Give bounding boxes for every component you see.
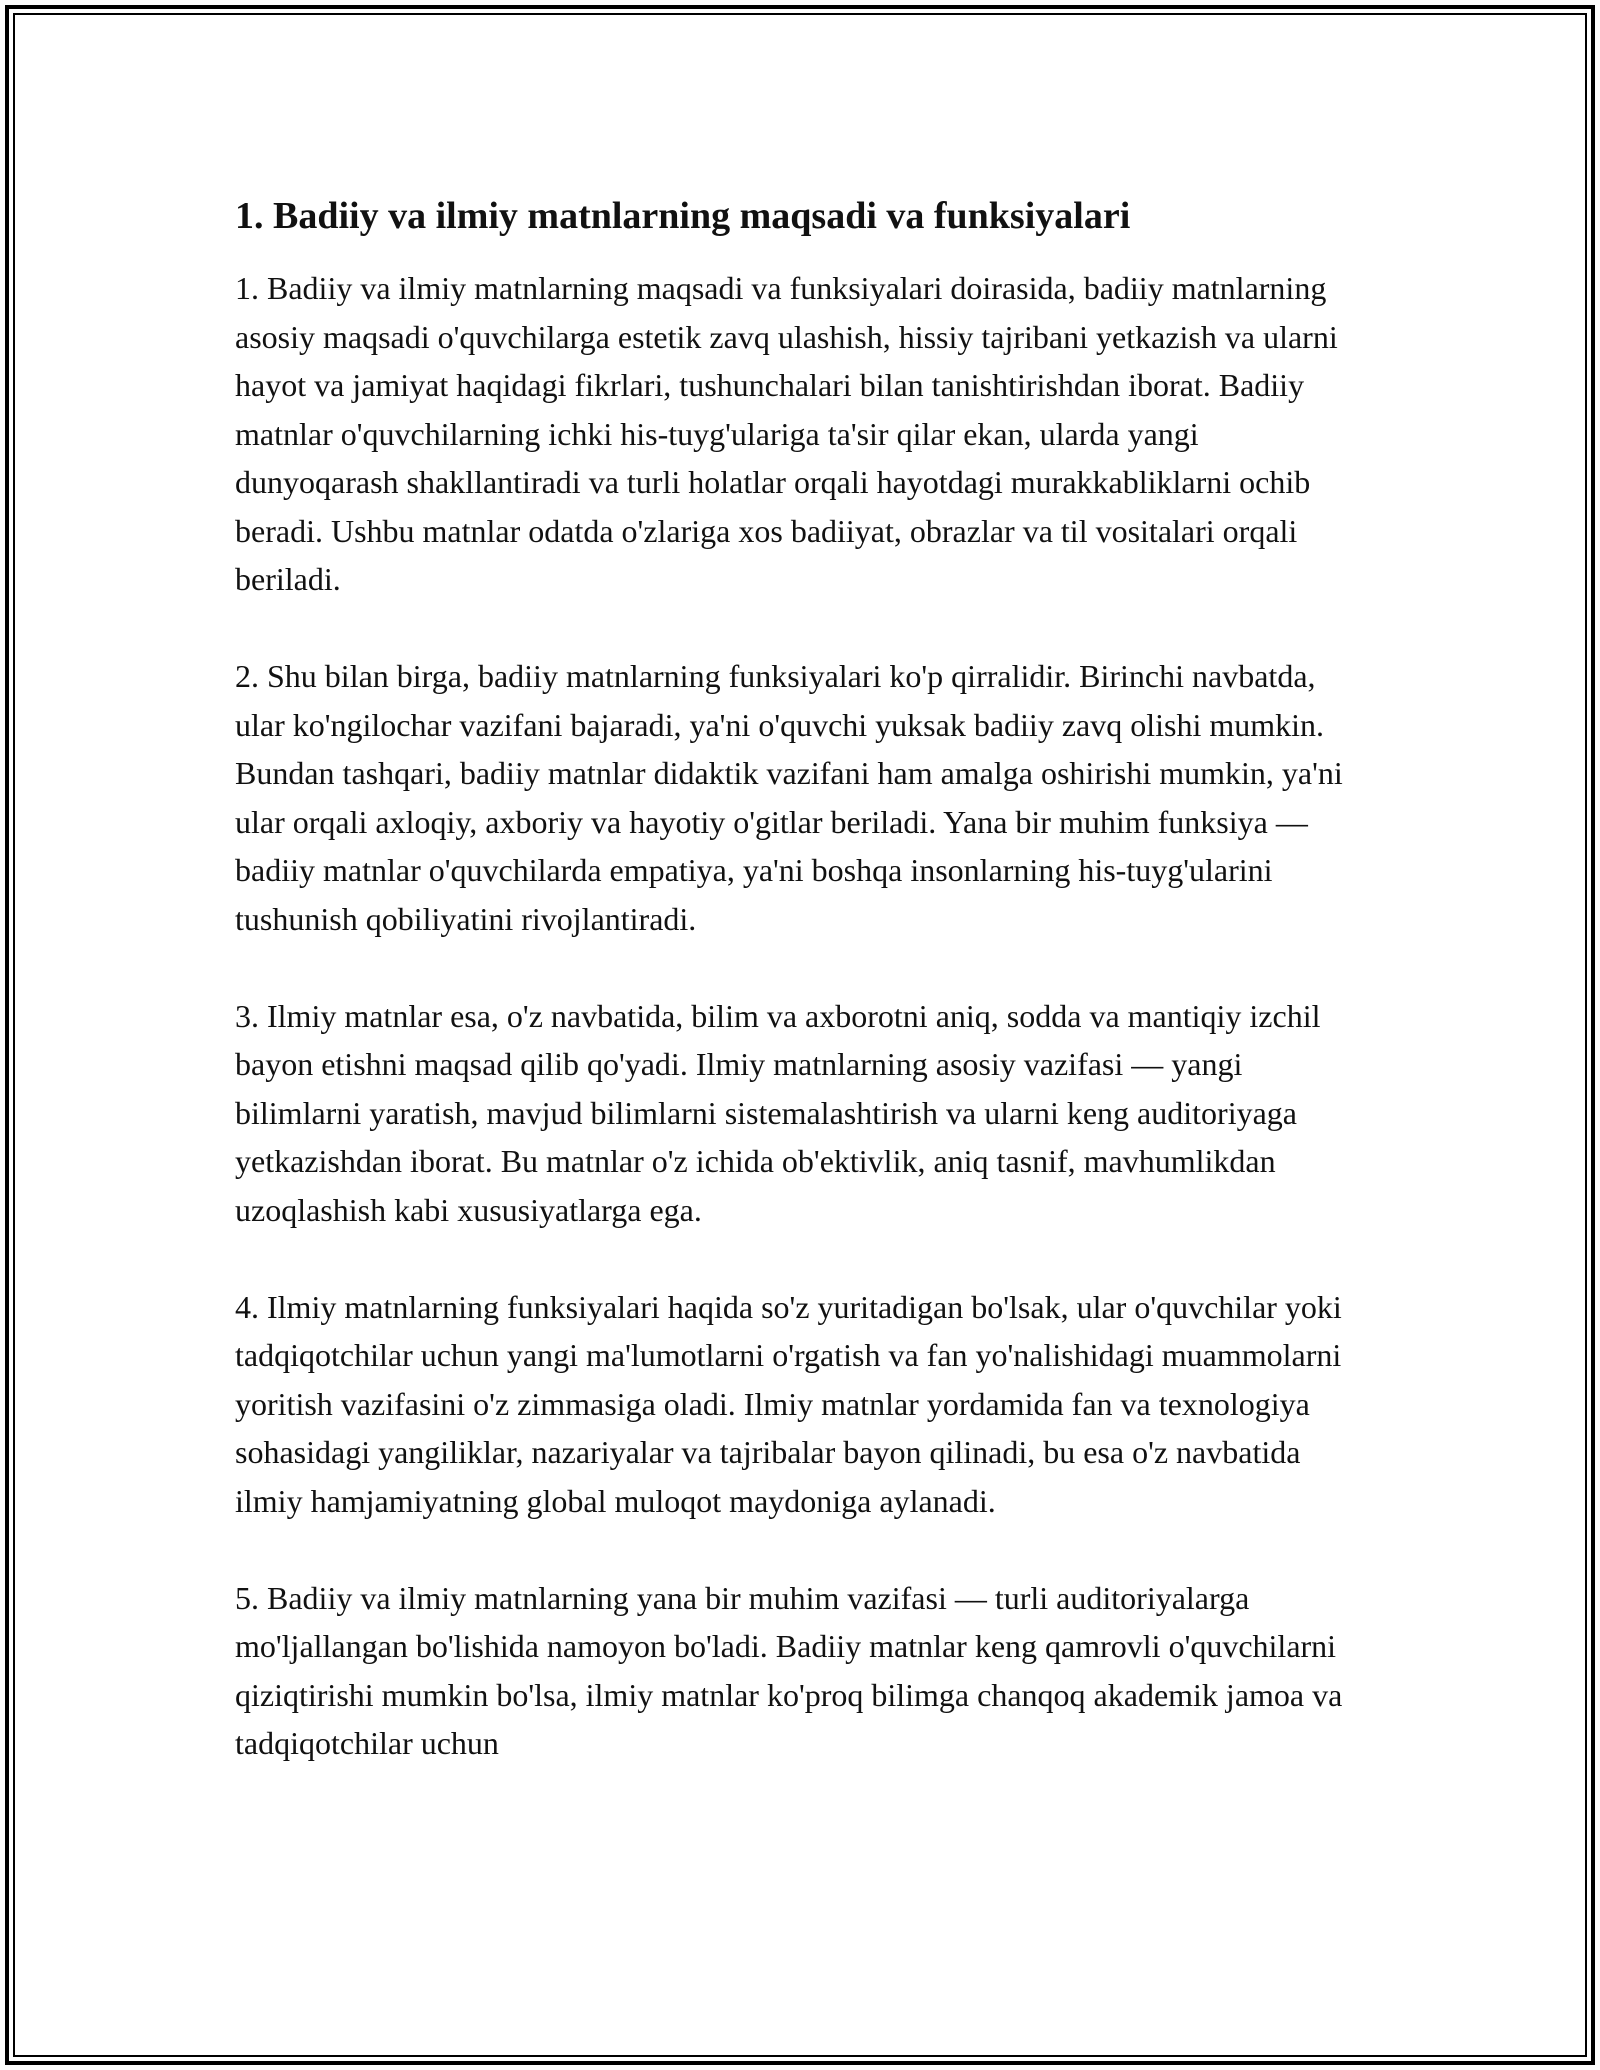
paragraph-2: 2. Shu bilan birga, badiiy matnlarning funksiyalari ko'p qirralidir. Birinchi navbatda, ular ko'ngilochar vazifani bajaradi, ya'ni o'quvchi yuksak badiiy zavq olishi mumkin. Bundan tashqari, badiiy matnlar didaktik vazifani ham amalga oshirishi mumkin, ya'ni ular orqali axloqiy, axboriy va hayotiy o'gitlar beriladi. Yana bir muhim funksiya — badiiy matnlar o'quvchilarda empatiya, ya'ni boshqa insonlarning his-tuyg'ularini tushunish qobiliyatini rivojlantiradi. [235, 658, 1343, 937]
paragraph-4: 4. Ilmiy matnlarning funksiyalari haqida so'z yuritadigan bo'lsak, ular o'quvchilar yoki tadqiqotchilar uchun yangi ma'lumotlarni o'rgatish va fan yo'nalishidagi muammolarni yoritish vazifasini o'z zimmasiga oladi. Ilmiy matnlar yordamida fan va texnologiya sohasidagi yangiliklar, nazariyalar va tajribalar bayon qilinadi, bu esa o'z navbatida ilmiy hamjamiyatning global muloqot maydoniga aylanadi. [235, 1288, 1342, 1519]
paragraph-5: 5. Badiiy va ilmiy matnlarning yana bir muhim vazifasi — turli auditoriyalarga mo'ljallangan bo'lishida namoyon bo'ladi. Badiiy matnlar keng qamrovli o'quvchilarni qiziqtirishi mumkin bo'lsa, ilmiy matnlar ko'proq bilimga chanqoq akademik jamoa va tadqiqotchilar uchun [235, 1579, 1343, 1761]
document-body [235, 188, 1370, 1816]
document-title: 1. Badiiy va ilmiy matnlarning maqsadi va funksiyalari [235, 195, 1131, 237]
paragraph-1: 1. Badiiy va ilmiy matnlarning maqsadi va funksiyalari doirasida, badiiy matnlarning asosiy maqsadi o'quvchilarga estetik zavq ulashish, hissiy tajribani yetkazish va ularni hayot va jamiyat haqidagi fikrlari, tushunchalari bilan tanishtirishdan iborat. Badiiy matnlar o'quvchilarning ichki his-tuyg'ulariga ta'sir qilar ekan, ularda yangi dunyoqarash shakllantiradi va turli holatlar orqali hayotdagi murakkabliklarni ochib beradi. Ushbu matnlar odatda o'zlariga xos badiiyat, obrazlar va til vositalari orqali beriladi. [235, 270, 1338, 597]
paragraph-3: 3. Ilmiy matnlar esa, o'z navbatida, bilim va axborotni aniq, sodda va mantiqiy izchil bayon etishni maqsad qilib qo'yadi. Ilmiy matnlarning asosiy vazifasi — yangi bilimlarni yaratish, mavjud bilimlarni sistemalashtirish va ularni keng auditoriyaga yetkazishdan iborat. Bu matnlar o'z ichida ob'ektivlik, aniq tasnif, mavhumlikdan uzoqlashish kabi xususiyatlarga ega. [235, 997, 1321, 1228]
